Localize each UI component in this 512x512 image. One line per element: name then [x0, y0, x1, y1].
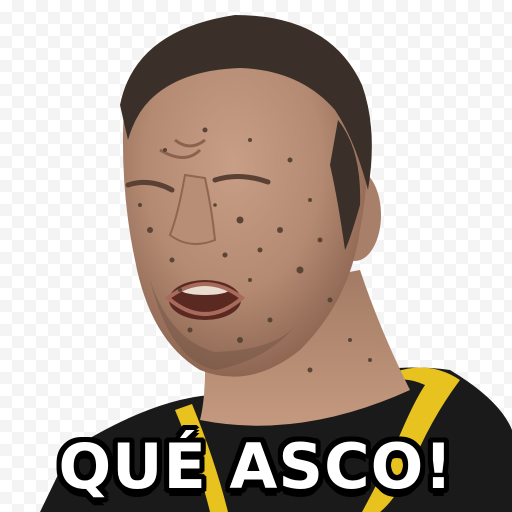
caption-text: QUÉ ASCO! [58, 430, 454, 503]
